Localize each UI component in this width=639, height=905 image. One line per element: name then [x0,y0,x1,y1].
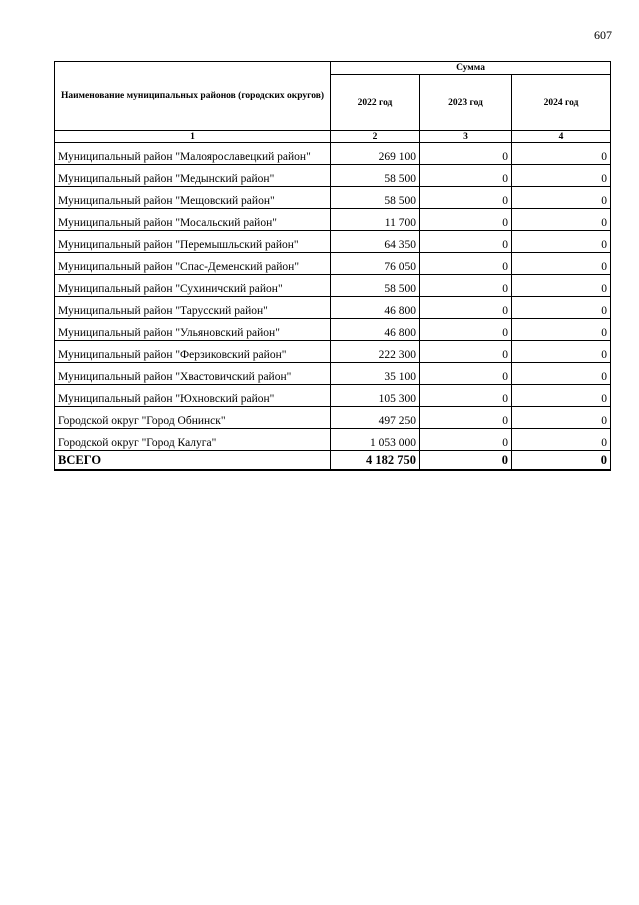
row-value-2022: 269 100 [331,143,420,165]
header-year-2024: 2024 год [512,75,611,131]
table-row [55,319,611,341]
table-row [55,253,611,275]
table-row [55,231,611,253]
row-name: Муниципальный район "Ферзиковский район" [55,341,331,363]
row-value-2023: 0 [420,165,512,187]
table-row [55,341,611,363]
row-value-2023: 0 [420,385,512,407]
row-value-2024: 0 [512,143,611,165]
row-value-2024: 0 [512,275,611,297]
table-row [55,143,611,165]
row-value-2024: 0 [512,231,611,253]
row-value-2023: 0 [420,429,512,451]
row-value-2022: 46 800 [331,297,420,319]
row-name: Муниципальный район "Медынский район" [55,165,331,187]
row-name: Муниципальный район "Перемышльский район" [55,231,331,253]
total-2022: 4 182 750 [331,451,420,471]
row-value-2022: 11 700 [331,209,420,231]
row-value-2023: 0 [420,297,512,319]
row-value-2022: 105 300 [331,385,420,407]
row-name: Муниципальный район "Хвастовичский район" [55,363,331,385]
row-value-2023: 0 [420,275,512,297]
table-row [55,385,611,407]
row-name: Муниципальный район "Мещовский район" [55,187,331,209]
row-value-2024: 0 [512,253,611,275]
row-name: Городской округ "Город Обнинск" [55,407,331,429]
table-row [55,363,611,385]
header-sum: Сумма [331,62,611,75]
budget-table [54,61,611,471]
row-value-2024: 0 [512,363,611,385]
table-row [55,429,611,451]
column-number-3: 3 [420,131,512,143]
row-name: Муниципальный район "Малоярославецкий район" [55,143,331,165]
row-value-2022: 58 500 [331,187,420,209]
page-number: 607 [594,28,612,42]
table-row [55,209,611,231]
row-value-2024: 0 [512,165,611,187]
row-value-2024: 0 [512,429,611,451]
row-value-2023: 0 [420,231,512,253]
column-number-1: 1 [55,131,331,143]
row-value-2023: 0 [420,319,512,341]
row-value-2024: 0 [512,407,611,429]
table-row [55,275,611,297]
row-value-2022: 64 350 [331,231,420,253]
row-name: Муниципальный район "Сухиничский район" [55,275,331,297]
row-name: Муниципальный район "Ульяновский район" [55,319,331,341]
row-value-2022: 222 300 [331,341,420,363]
row-value-2022: 1 053 000 [331,429,420,451]
row-value-2022: 497 250 [331,407,420,429]
row-value-2022: 46 800 [331,319,420,341]
row-value-2023: 0 [420,187,512,209]
row-value-2023: 0 [420,209,512,231]
row-value-2022: 58 500 [331,275,420,297]
row-name: Муниципальный район "Спас-Деменский район" [55,253,331,275]
row-value-2024: 0 [512,297,611,319]
header-year-2023: 2023 год [420,75,512,131]
column-number-4: 4 [512,131,611,143]
row-value-2024: 0 [512,319,611,341]
table-row [55,187,611,209]
row-value-2023: 0 [420,253,512,275]
row-name: Муниципальный район "Тарусский район" [55,297,331,319]
total-row [55,451,611,471]
row-value-2022: 58 500 [331,165,420,187]
row-name: Городской округ "Город Калуга" [55,429,331,451]
total-label: ВСЕГО [55,451,331,471]
row-name: Муниципальный район "Юхновский район" [55,385,331,407]
header-name: Наименование муниципальных районов (городских округов) [55,62,331,131]
row-value-2024: 0 [512,209,611,231]
row-value-2023: 0 [420,363,512,385]
row-value-2023: 0 [420,341,512,363]
row-value-2024: 0 [512,341,611,363]
header-year-2022: 2022 год [331,75,420,131]
total-2024: 0 [512,451,611,471]
row-value-2024: 0 [512,385,611,407]
row-value-2024: 0 [512,187,611,209]
row-value-2023: 0 [420,407,512,429]
row-name: Муниципальный район "Мосальский район" [55,209,331,231]
table-row [55,297,611,319]
table-body [55,143,611,451]
row-value-2023: 0 [420,143,512,165]
table-row [55,165,611,187]
total-2023: 0 [420,451,512,471]
row-value-2022: 35 100 [331,363,420,385]
column-number-2: 2 [331,131,420,143]
table-row [55,407,611,429]
row-value-2022: 76 050 [331,253,420,275]
